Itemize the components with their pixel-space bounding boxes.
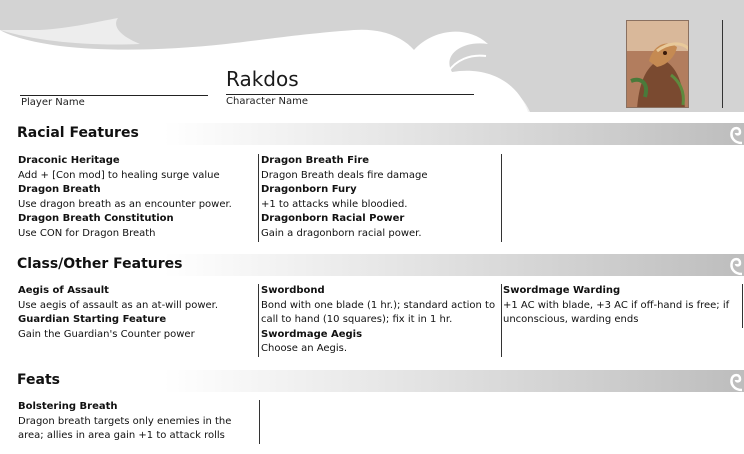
racial-column-1 [18, 154, 254, 242]
feature-name: Dragon Breath Fire [261, 155, 370, 166]
class-column-3 [503, 284, 739, 328]
class-column-1 [18, 284, 254, 342]
feats-column-1 [18, 400, 258, 444]
section-title: Racial Features [17, 125, 139, 141]
column-divider [742, 284, 743, 328]
feature-desc: Gain the Guardian's Counter power [18, 328, 195, 340]
feature-desc: Add + [Con mod] to healing surge value [18, 169, 220, 181]
feature-name: Dragon Breath [18, 184, 101, 196]
feat-name: Bolstering Breath [18, 401, 118, 412]
character-name-label: Character Name [226, 96, 309, 107]
racial-column-2 [261, 154, 497, 242]
section-title: Class/Other Features [17, 256, 183, 272]
feature-name: Dragonborn Fury [261, 184, 357, 196]
feature-desc: Dragon Breath deals fire damage [261, 169, 428, 181]
class-column-2 [261, 284, 499, 357]
feature-name: Dragonborn Racial Power [261, 213, 405, 225]
feature-name: Aegis of Assault [18, 285, 109, 296]
feature-desc: Choose an Aegis. [261, 343, 348, 355]
player-name-line [20, 95, 208, 96]
column-divider [501, 284, 502, 357]
section-feats [0, 370, 744, 392]
feature-desc: Use CON for Dragon Breath [18, 227, 156, 239]
section-class-features [0, 254, 744, 276]
feature-desc: Gain a dragonborn racial power. [261, 227, 422, 239]
portrait-divider [722, 20, 723, 108]
feature-name: Draconic Heritage [18, 155, 120, 166]
player-name-label: Player Name [21, 97, 85, 108]
column-divider [258, 154, 259, 242]
section-title: Feats [17, 372, 60, 388]
feature-desc: +1 to attacks while bloodied. [261, 198, 408, 210]
feature-desc: Use dragon breath as an encounter power. [18, 198, 232, 210]
feature-name: Swordmage Warding [503, 285, 621, 296]
curl-ornament-icon [722, 370, 744, 392]
curl-ornament-icon [722, 254, 744, 276]
feature-desc: +1 AC with blade, +3 AC if off-hand is free; if unconscious, warding ends [503, 299, 730, 326]
character-name-value[interactable]: Rakdos [226, 67, 299, 91]
feature-name: Guardian Starting Feature [18, 314, 167, 326]
feature-name: Dragon Breath Constitution [18, 213, 174, 225]
column-divider [258, 284, 259, 357]
section-racial-features [0, 123, 744, 145]
feature-desc: Bond with one blade (1 hr.); standard action to call to hand (10 squares); fix it in 1 hr. [261, 299, 496, 326]
column-divider [259, 400, 260, 444]
character-portrait [626, 20, 689, 108]
feature-desc: Use aegis of assault as an at-will power. [18, 299, 219, 311]
feature-name: Swordbond [261, 285, 325, 296]
curl-ornament-icon [722, 123, 744, 145]
feature-name: Swordmage Aegis [261, 328, 363, 340]
character-name-line [226, 94, 474, 95]
feat-desc: Dragon breath targets only enemies in the area; allies in area gain +1 to attack rolls [18, 415, 232, 442]
column-divider [501, 154, 502, 242]
